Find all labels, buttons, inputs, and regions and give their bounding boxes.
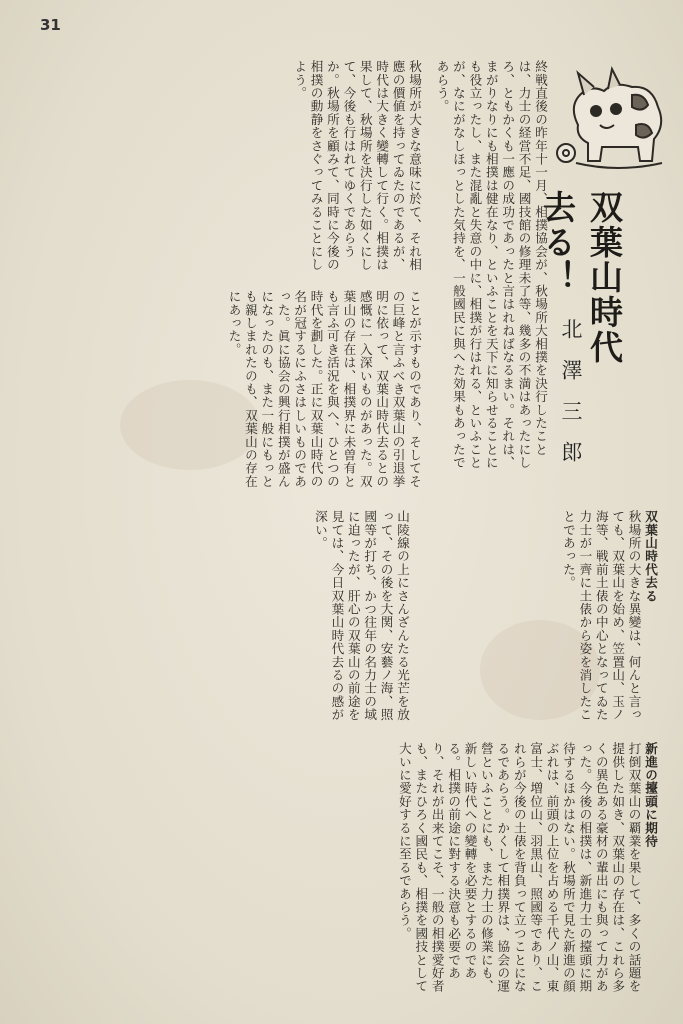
section-heading: 双葉山時代去る bbox=[643, 510, 658, 603]
inu-hariko-toy-illustration bbox=[548, 55, 676, 180]
article-author: 北澤三郎 bbox=[559, 318, 583, 482]
article-column bbox=[430, 60, 548, 480]
article-title: 双葉山時代去る！ bbox=[538, 190, 624, 365]
section-heading: 新進の擡頭に期待 bbox=[643, 742, 658, 848]
article-column bbox=[40, 510, 410, 732]
article-column bbox=[40, 742, 658, 1004]
article-column bbox=[50, 60, 422, 272]
paragraph: 終戦直後の昨年十一月、相撲協会が、秋場所大相撲を決行したことは、力士の経営不足、國技館の修理未了等、幾多の不満はあったにしろ、ともかくも一應の成功であったと言はれねばなるまい。それは、まがりなりにも相撲は健在なり、といふことを天下に知らせることにも役立ったし、また混亂と失意の中に、相撲が行はれる、といふことが、なにがなしほっとした気持を、一般國民に與へた効果もあったであらう。 bbox=[434, 60, 548, 470]
article-column bbox=[50, 290, 422, 500]
page-number: 31 bbox=[40, 16, 61, 34]
paragraph: ことが示すものであり、そしてその巨峰と言ふべき双葉山の引退挙明に依って、双葉山時代去るとの感慨に一入深いものがあった。双葉山の存在は、相撲界に未曽有とも言ふ可き活況を與へ、ひとつの時代を劃した。正に双葉山時代の名が冠するにふさはしいものであった。眞に協会の興行相撲が盛んになったのも、また一般にもっとも親しまれたのも、双葉山の存在にあった。 bbox=[226, 290, 422, 488]
article-column bbox=[420, 510, 658, 732]
paragraph: 秋場所が大きな意味に於て、それ相應の價値を持ってゐたのであるが、時代は大きく變轉して行く。相撲は果して、秋場所を決行した如くにして、今後も行はれてゆくであらうか。秋場所を顧みて、同時に今後の相撲の動静をさぐってみることにしよう。 bbox=[292, 60, 422, 272]
paragraph: 山陵線の上にさんざんたる光芒を放って、その後を大関、安藝ノ海、照國等が打ち、かつ往年の名力士の域に迫ったが、肝心の双葉山の前途を見ては、今日双葉山時代去るの感が深い。 bbox=[312, 510, 410, 722]
paragraph: 打倒双葉山の覇業を果して、多くの話題を提供した如き、双葉山の存在は、これら多くの異色ある豪材の輩出にも與って力があった。今後の相撲は、新進力士の擡頭に期待するほかはない。秋場所で見た新進の顔ぶれは、前頭の上位を占める千代ノ山、東富士、増位山、羽黒山、照國等であり、これらが今後の土俵を背負って立つことになるであらう。かくして相撲界は、協会の運營といふことにも、また力士の修業にも、新しい時代への變轉を必要とするのである。相撲の前途に對する決意も必要であり、それが出来てこそ、一般の相撲愛好者も、またひろく國民も、相撲を國技として大いに愛好するに至るであらう。 bbox=[396, 742, 642, 993]
paragraph: 秋場所の大きな異變は、何んと言っても、双葉山を始め、笠置山、玉ノ海等、戦前土俵の中心となってゐた力士が一齊に土俵から姿を消したことであった。 bbox=[560, 510, 642, 722]
